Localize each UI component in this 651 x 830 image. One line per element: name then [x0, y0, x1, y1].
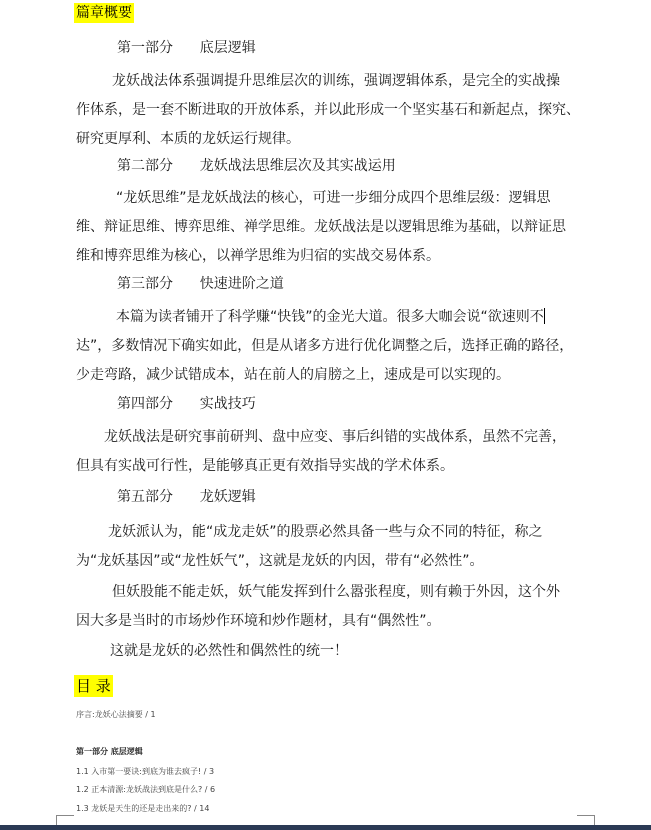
paragraph-line: 维、辩证思维、博弈思维、禅学思维。龙妖战法是以逻辑思维为基础，以辩证思 — [76, 219, 566, 235]
paragraph-line: 为“龙妖基因”或“龙性妖气”，这就是龙妖的内因，带有“必然性”。 — [76, 553, 484, 569]
section-paragraph-1 — [76, 67, 581, 154]
window-bottom-bar — [0, 825, 651, 830]
section-paragraph-4 — [76, 423, 581, 481]
summary-title: 篇章概要 — [76, 5, 132, 21]
section-heading-4: 第四部分 实战技巧 — [117, 396, 256, 412]
paragraph-line: 龙妖派认为，能“成龙走妖”的股票必然具备一些与众不同的特征，称之 — [108, 524, 543, 540]
section-heading-3: 第三部分 快速进阶之道 — [117, 276, 284, 292]
paragraph-line: 龙妖战法是研究事前研判、盘中应变、事后纠错的实战体系，虽然不完善， — [104, 429, 566, 445]
crop-mark — [56, 815, 74, 816]
paragraph-line: 龙妖战法体系强调提升思维层次的训练，强调逻辑体系，是完全的实战操 — [112, 73, 560, 89]
paragraph-line — [76, 303, 581, 332]
crop-mark — [56, 815, 57, 825]
extra-paragraph-2 — [76, 637, 581, 666]
paragraph-line: “龙妖思维”是龙妖战法的核心，可进一步细分成四个思维层级：逻辑思 — [116, 190, 551, 206]
paragraph-line: 但妖股能不能走妖，妖气能发挥到什么嚣张程度，则有赖于外因，这个外 — [112, 584, 560, 600]
paragraph-line: 维和博弈思维为核心，以禅学思维为归宿的实战交易体系。 — [76, 248, 440, 264]
toc-preface: 序言:龙妖心法摘要 / 1 — [76, 710, 156, 719]
section-heading-2: 第二部分 龙妖战法思维层次及其实战运用 — [117, 158, 396, 174]
paragraph-line: 但具有实战可行性，是能够真正更有效指导实战的学术体系。 — [76, 458, 454, 474]
paragraph-line: 研究更厚利、本质的龙妖运行规律。 — [76, 131, 300, 147]
paragraph-line: 少走弯路，减少试错成本，站在前人的肩膀之上，速成是可以实现的。 — [76, 367, 510, 383]
crop-mark — [594, 815, 595, 825]
toc-item: 1.1 入市第一要诀:到底为谁去疯子! / 3 — [76, 767, 215, 776]
paragraph-line: 作体系，是一套不断进取的开放体系，并以此形成一个坚实基石和新起点，探究、 — [76, 102, 580, 118]
extra-paragraph-1 — [76, 578, 581, 636]
paragraph-line: 这就是龙妖的必然性和偶然性的统一！ — [110, 643, 348, 659]
paragraph-line-text: 本篇为读者铺开了科学赚“快钱”的金光大道。很多大咖会说“欲速则不 — [116, 309, 544, 325]
section-paragraph-3 — [76, 303, 581, 390]
section-paragraph-5 — [76, 518, 581, 576]
toc-item: 1.2 正本清源:龙妖战法到底是什么? / 6 — [76, 785, 216, 794]
crop-mark — [577, 815, 595, 816]
section-heading-5: 第五部分 龙妖逻辑 — [117, 489, 256, 505]
toc-title: 目 录 — [76, 677, 111, 695]
section-heading-1: 第一部分 底层逻辑 — [117, 40, 256, 56]
text-cursor — [544, 308, 546, 324]
section-paragraph-2 — [76, 184, 581, 271]
toc-part1-title: 第一部分 底层逻辑 — [76, 747, 143, 756]
paragraph-line: 因大多是当时的市场炒作环境和炒作题材，具有“偶然性”。 — [76, 613, 441, 629]
paragraph-line: 达”，多数情况下确实如此，但是从诸多方进行优化调整之后，选择正确的路径， — [76, 338, 574, 354]
toc-item: 1.3 龙妖是天生的还是走出来的? / 14 — [76, 804, 210, 813]
